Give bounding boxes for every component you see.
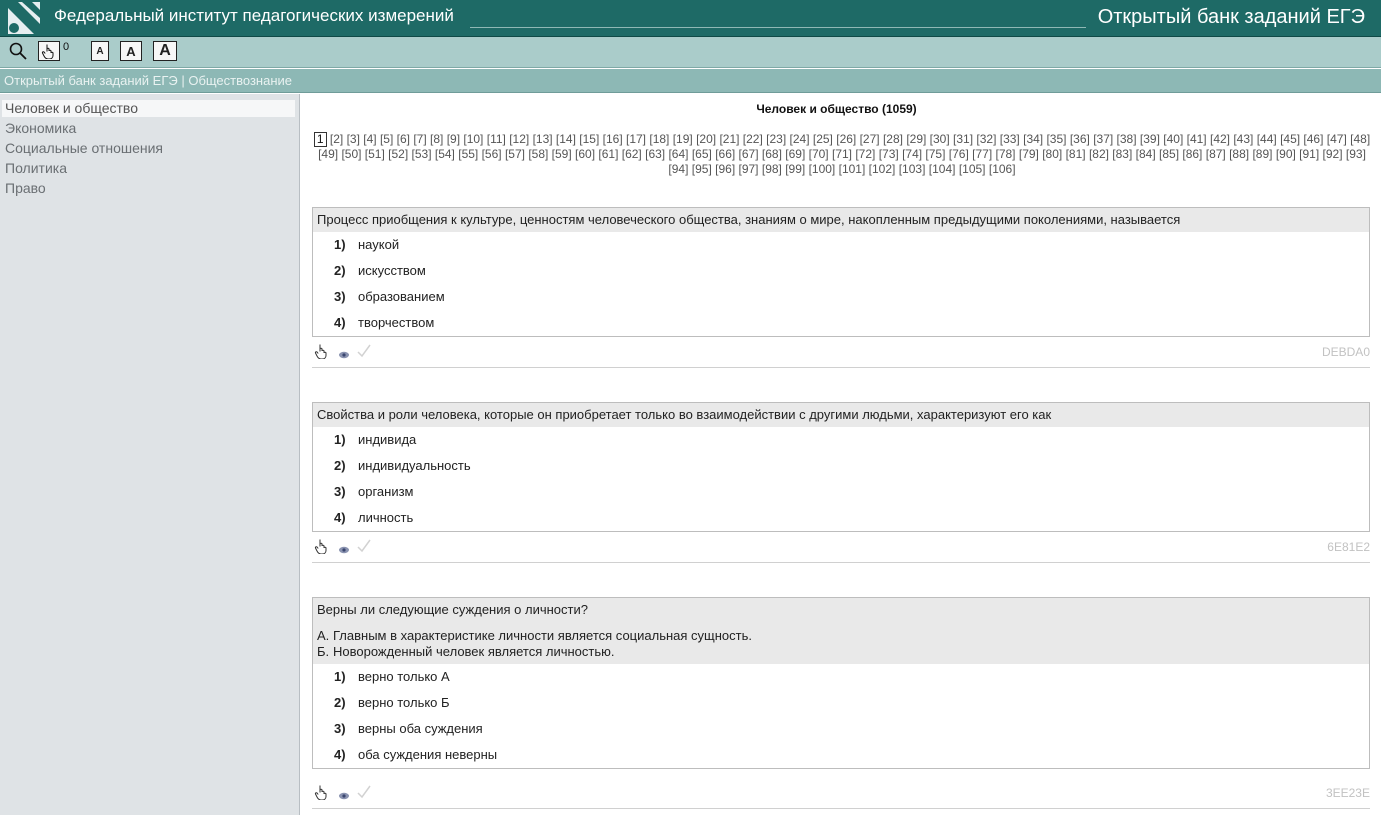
page-link[interactable]: [63] <box>645 147 666 161</box>
option-number: 4) <box>334 315 346 330</box>
page-link[interactable]: 1 <box>314 132 327 147</box>
page-link[interactable]: [105] <box>958 162 986 176</box>
section-title: Человек и общество (1059) <box>756 102 917 116</box>
page-link[interactable]: [19] <box>672 132 693 146</box>
task-card <box>312 597 1370 769</box>
option-text: личность <box>358 510 414 525</box>
page-link[interactable]: [75] <box>925 147 946 161</box>
page-link[interactable]: [97] <box>738 162 759 176</box>
page-link[interactable]: [54] <box>434 147 455 161</box>
task-question <box>313 598 1369 664</box>
page-link[interactable]: [39] <box>1139 132 1160 146</box>
page-link[interactable]: [20] <box>696 132 717 146</box>
task-option <box>313 479 1369 505</box>
page-link[interactable]: [23] <box>766 132 787 146</box>
page-link[interactable]: [79] <box>1018 147 1039 161</box>
option-text: наукой <box>358 237 400 252</box>
task-option <box>313 427 1369 453</box>
page-link[interactable]: [104] <box>928 162 956 176</box>
question-text: Верны ли следующие суждения о личности? <box>317 602 588 617</box>
page-link[interactable]: [9] <box>446 132 461 146</box>
page-link[interactable]: [50] <box>341 147 362 161</box>
magnifier-icon <box>8 41 28 61</box>
page-link[interactable]: [46] <box>1303 132 1324 146</box>
page-link[interactable]: [89] <box>1252 147 1273 161</box>
option-text: индивидуальность <box>358 458 471 473</box>
page-link[interactable]: [69] <box>785 147 806 161</box>
page-link[interactable]: [56] <box>481 147 502 161</box>
bank-title: Открытый банк заданий ЕГЭ <box>1097 6 1365 28</box>
select-task-hand-icon[interactable] <box>314 538 330 557</box>
page-link[interactable]: [30] <box>929 132 950 146</box>
toolbar <box>0 37 1381 68</box>
page-link[interactable]: [11] <box>486 132 506 146</box>
page-link[interactable]: [82] <box>1088 147 1109 161</box>
page-link[interactable]: [18] <box>649 132 670 146</box>
page-link[interactable]: [87] <box>1205 147 1226 161</box>
page-link[interactable]: [26] <box>836 132 857 146</box>
page-navigation <box>312 132 1372 177</box>
page-link[interactable]: [55] <box>458 147 479 161</box>
task-question: Процесс приобщения к культуре, ценностям человеческого общества, знаниям о мире, накопленным предыдущими поколениями, называется <box>313 208 1369 232</box>
statement <box>317 628 1365 644</box>
task-option <box>313 232 1369 258</box>
task-question: Свойства и роли человека, которые он приобретает только во взаимодействии с другими людьми, характеризуют его как <box>313 403 1369 427</box>
page-link[interactable]: [68] <box>761 147 782 161</box>
page-link[interactable]: [2] <box>329 132 344 146</box>
option-number: 3) <box>334 721 346 736</box>
page-link[interactable]: [47] <box>1326 132 1347 146</box>
option-text: искусством <box>358 263 426 278</box>
page-link[interactable]: [27] <box>859 132 880 146</box>
option-number: 1) <box>334 669 346 684</box>
page-link[interactable]: [4] <box>363 132 377 146</box>
option-number: 2) <box>334 263 346 278</box>
option-number: 1) <box>334 237 346 252</box>
page-link[interactable]: [95] <box>691 162 712 176</box>
page-link[interactable]: [28] <box>882 132 903 146</box>
show-answer-eye-icon[interactable] <box>338 788 350 803</box>
page-link[interactable]: [52] <box>388 147 409 161</box>
page-link[interactable]: [78] <box>995 147 1016 161</box>
page-link[interactable]: [88] <box>1229 147 1250 161</box>
option-number: 1) <box>334 432 346 447</box>
task-option <box>313 742 1369 768</box>
page-link[interactable]: [41] <box>1186 132 1207 146</box>
sidebar-item-sotsialnye-otnosheniya[interactable]: Социальные отношения <box>5 140 164 156</box>
page-link[interactable]: [3] <box>346 132 360 146</box>
page-link[interactable]: [37] <box>1093 132 1114 146</box>
task-option <box>313 505 1369 531</box>
search-button[interactable] <box>6 41 30 61</box>
sidebar-item-ekonomika[interactable]: Экономика <box>5 120 77 136</box>
page-link[interactable]: [40] <box>1163 132 1184 146</box>
task-option <box>313 716 1369 742</box>
task-card <box>312 402 1370 532</box>
task-card <box>312 207 1370 337</box>
task-option <box>313 310 1369 336</box>
task-option <box>313 258 1369 284</box>
check-answer-icon[interactable] <box>356 343 372 362</box>
task-option <box>313 690 1369 716</box>
page-link[interactable]: [13] <box>532 132 553 146</box>
page-link[interactable]: [33] <box>999 132 1020 146</box>
page-link[interactable]: [102] <box>868 162 896 176</box>
option-text: верно только Б <box>358 695 450 710</box>
page-link[interactable]: [96] <box>715 162 736 176</box>
task-footer <box>312 343 1370 361</box>
page-link[interactable]: [17] <box>626 132 647 146</box>
task-option <box>313 284 1369 310</box>
page-link[interactable]: [49] <box>318 147 339 161</box>
select-task-hand-icon[interactable] <box>314 343 330 362</box>
hand-pointer-icon <box>41 43 57 59</box>
page-link[interactable]: [84] <box>1135 147 1156 161</box>
page-link[interactable]: [36] <box>1069 132 1090 146</box>
page-link[interactable]: [51] <box>364 147 385 161</box>
page-link[interactable]: [93] <box>1345 147 1366 161</box>
header-divider <box>470 27 1086 28</box>
task-option <box>313 453 1369 479</box>
statement <box>317 644 1365 660</box>
page-link[interactable]: [99] <box>785 162 806 176</box>
task-option <box>313 664 1369 690</box>
option-text: образованием <box>358 289 445 304</box>
sidebar-item-politika[interactable]: Политика <box>5 160 67 176</box>
main-content <box>302 94 1381 815</box>
font-large-button[interactable]: A <box>153 41 177 61</box>
page-link[interactable]: [66] <box>715 147 736 161</box>
check-answer-icon[interactable] <box>356 784 372 803</box>
sidebar <box>0 94 300 815</box>
selected-tasks-button[interactable] <box>38 41 60 61</box>
option-text: верны оба суждения <box>358 721 483 736</box>
page-link[interactable]: [38] <box>1116 132 1137 146</box>
page-link[interactable]: [58] <box>528 147 549 161</box>
option-number: 3) <box>334 289 346 304</box>
font-medium-button[interactable]: A <box>120 41 142 61</box>
option-number: 2) <box>334 695 346 710</box>
page-link[interactable]: [45] <box>1280 132 1301 146</box>
page-link[interactable]: [43] <box>1233 132 1254 146</box>
page-link[interactable]: [77] <box>972 147 993 161</box>
page-link[interactable]: [106] <box>988 162 1016 176</box>
statement-text: Новорожденный человек является личностью. <box>333 644 615 659</box>
page-link[interactable]: [5] <box>379 132 394 146</box>
page-link[interactable]: [59] <box>551 147 572 161</box>
page-link[interactable]: [86] <box>1182 147 1203 161</box>
page-link[interactable]: [85] <box>1159 147 1180 161</box>
option-text: творчеством <box>358 315 435 330</box>
page-link[interactable]: [81] <box>1065 147 1086 161</box>
task-separator <box>312 367 1370 368</box>
statement-label: Б. <box>317 644 330 659</box>
page-link[interactable]: [64] <box>668 147 689 161</box>
option-number: 4) <box>334 510 346 525</box>
page-link[interactable]: [80] <box>1042 147 1063 161</box>
page-link[interactable]: [24] <box>789 132 810 146</box>
page-link[interactable]: [48] <box>1350 132 1371 146</box>
selected-count: 0 <box>63 41 70 53</box>
task-code: 6E81E2 <box>1327 540 1370 554</box>
page-link[interactable]: [94] <box>668 162 689 176</box>
page-link[interactable]: [22] <box>742 132 763 146</box>
page-link[interactable]: [91] <box>1299 147 1320 161</box>
task-footer <box>312 538 1370 556</box>
page-link[interactable]: [67] <box>738 147 759 161</box>
page-link[interactable]: [31] <box>953 132 974 146</box>
page-link[interactable]: [53] <box>411 147 432 161</box>
page-link[interactable]: [42] <box>1209 132 1230 146</box>
institute-title: Федеральный институт педагогических измерений <box>54 6 454 25</box>
option-text: оба суждения неверны <box>358 747 498 762</box>
page-link[interactable]: [14] <box>555 132 576 146</box>
page-link[interactable]: [35] <box>1046 132 1067 146</box>
fipi-logo[interactable] <box>8 2 40 34</box>
page-link[interactable]: [76] <box>948 147 969 161</box>
page-link[interactable]: [32] <box>976 132 997 146</box>
breadcrumb[interactable]: Открытый банк заданий ЕГЭ | Обществознание <box>0 69 1381 93</box>
page-link[interactable]: [25] <box>812 132 833 146</box>
option-text: индивида <box>358 432 417 447</box>
statement-text: Главным в характеристике личности является социальная сущность. <box>333 628 752 643</box>
page-link[interactable]: [29] <box>906 132 927 146</box>
select-task-hand-icon[interactable] <box>314 784 330 803</box>
page-link[interactable]: [21] <box>719 132 740 146</box>
page-link[interactable]: [92] <box>1322 147 1343 161</box>
page-link[interactable]: [65] <box>691 147 712 161</box>
option-text: организм <box>358 484 414 499</box>
page-link[interactable]: [8] <box>430 132 444 146</box>
page-link[interactable]: [83] <box>1112 147 1133 161</box>
option-number: 4) <box>334 747 346 762</box>
task-code: DEBDA0 <box>1321 345 1370 359</box>
sidebar-item-pravo[interactable]: Право <box>5 180 46 196</box>
option-number: 2) <box>334 458 346 473</box>
statement-label: А. <box>317 628 330 643</box>
page-link[interactable]: [44] <box>1256 132 1277 146</box>
page-link[interactable]: [73] <box>878 147 899 161</box>
option-text: верно только А <box>358 669 450 684</box>
page-link[interactable]: [6] <box>396 132 410 146</box>
task-separator <box>312 562 1370 563</box>
site-header <box>0 0 1381 37</box>
page-link[interactable]: [12] <box>509 132 530 146</box>
page-link[interactable]: [62] <box>621 147 642 161</box>
page-link[interactable]: [72] <box>855 147 876 161</box>
font-small-button[interactable]: A <box>91 41 109 61</box>
page-link[interactable]: [60] <box>575 147 596 161</box>
page-link[interactable]: [15] <box>579 132 600 146</box>
page-link[interactable]: [57] <box>504 147 525 161</box>
option-number: 3) <box>334 484 346 499</box>
page-link[interactable]: [101] <box>838 162 866 176</box>
task-code: 3EE23E <box>1325 786 1370 800</box>
page-link[interactable]: [7] <box>413 132 427 146</box>
task-footer <box>312 784 1370 802</box>
sidebar-item-chelovek-i-obshchestvo[interactable]: Человек и общество <box>2 100 295 117</box>
task-separator <box>312 808 1370 809</box>
page-link[interactable]: [16] <box>602 132 623 146</box>
page-link[interactable]: [74] <box>902 147 923 161</box>
check-answer-icon[interactable] <box>356 538 372 557</box>
show-answer-eye-icon[interactable] <box>338 542 350 557</box>
show-answer-eye-icon[interactable] <box>338 347 350 362</box>
page-link[interactable]: [34] <box>1023 132 1044 146</box>
page-link[interactable]: [98] <box>761 162 782 176</box>
page-link[interactable]: [71] <box>831 147 852 161</box>
page-link[interactable]: [61] <box>598 147 619 161</box>
page-link[interactable]: [100] <box>808 162 836 176</box>
page-link[interactable]: [10] <box>463 132 484 146</box>
page-link[interactable]: [90] <box>1275 147 1296 161</box>
page-link[interactable]: [103] <box>898 162 926 176</box>
page-link[interactable]: [70] <box>808 147 829 161</box>
